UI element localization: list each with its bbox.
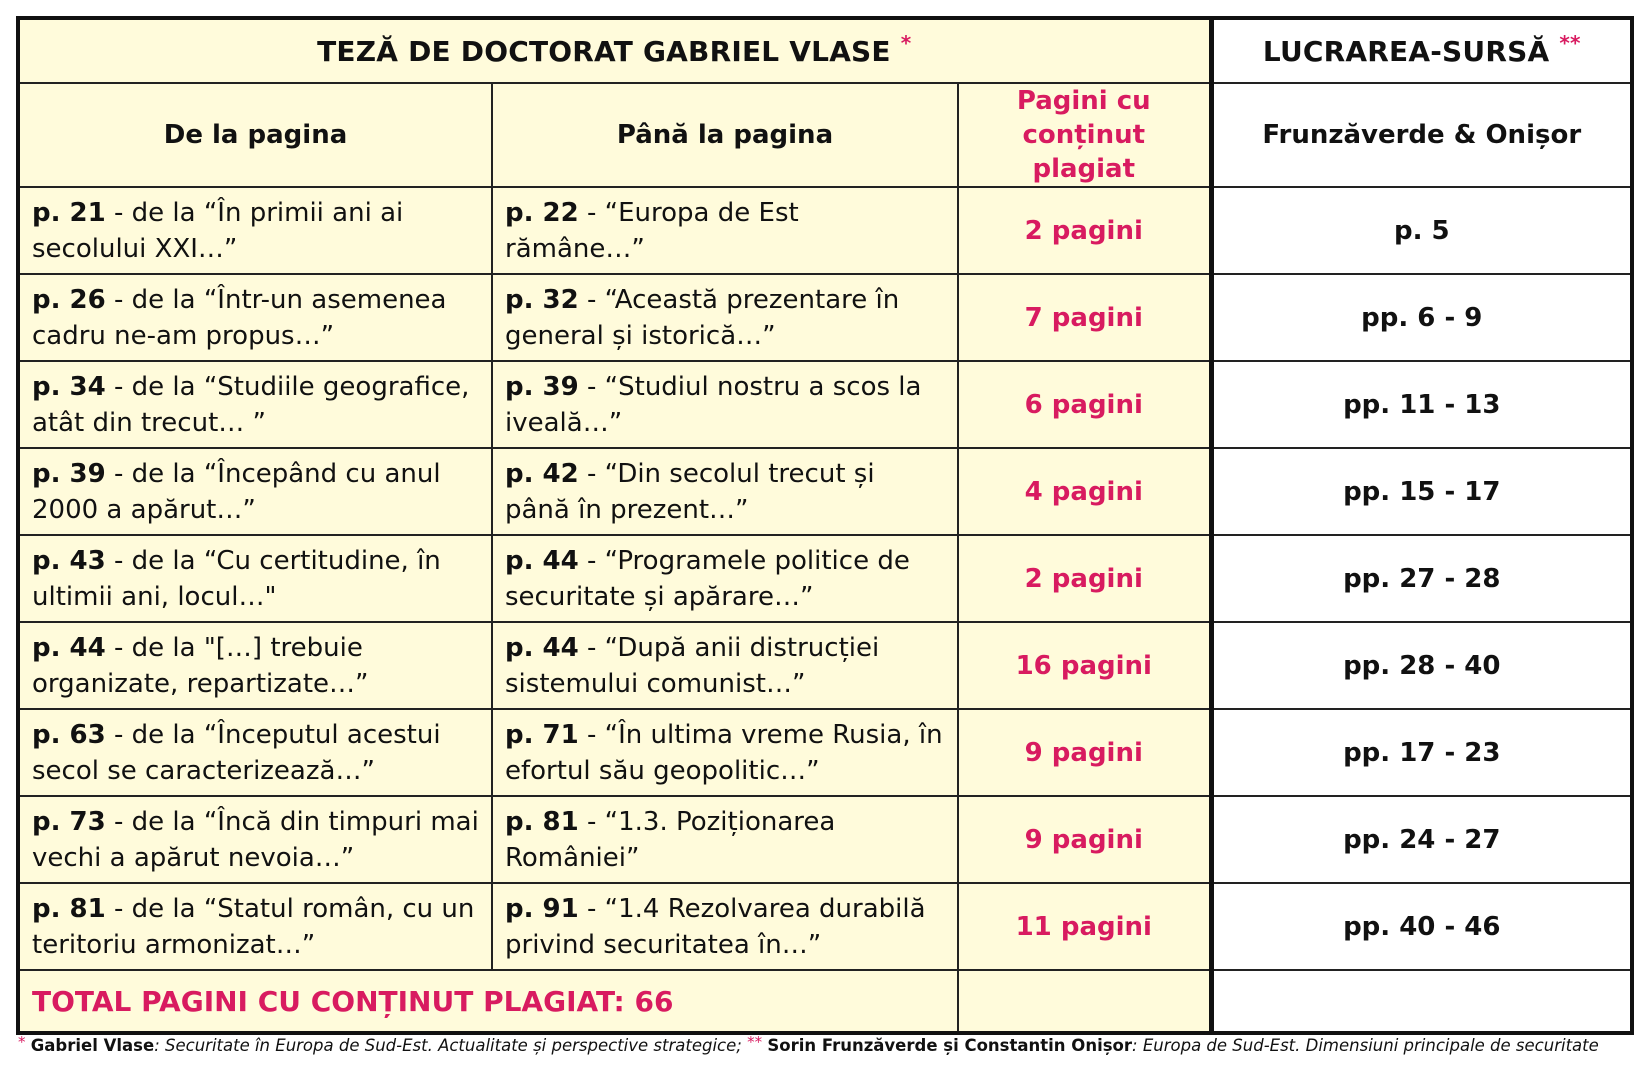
plagiarism-table <box>16 16 1634 1035</box>
to-page: p. 42 <box>505 458 579 489</box>
plagiarism-table-container <box>16 16 1630 1035</box>
to-cell <box>492 709 958 796</box>
to-page: p. 22 <box>505 197 579 228</box>
from-page: p. 34 <box>32 371 106 402</box>
column-header-to: Până la pagina <box>492 83 958 187</box>
to-cell <box>492 883 958 970</box>
column-header-row <box>18 83 1632 187</box>
from-text: - de la “Într-un asemenea cadru ne-am propus…” <box>32 284 447 351</box>
from-text: - de la "[…] trebuie organizate, repartizate…” <box>32 632 369 699</box>
to-cell <box>492 274 958 361</box>
source-header <box>1211 18 1632 83</box>
to-cell <box>492 448 958 535</box>
table-row <box>18 883 1632 970</box>
column-header-source: Frunzăverde & Onișor <box>1211 83 1632 187</box>
table-row <box>18 274 1632 361</box>
to-text: - “Europa de Est rămâne…” <box>505 197 799 264</box>
from-text: - de la “În primii ani ai secolului XXI…” <box>32 197 404 264</box>
from-cell <box>18 361 492 448</box>
from-cell <box>18 709 492 796</box>
footnote-mark-1: * <box>18 1033 26 1051</box>
source-title: LUCRAREA-SURSĂ <box>1262 34 1550 68</box>
from-text: - de la “Începutul acestui secol se caracterizează…” <box>32 719 441 786</box>
footnote-title-1: : Securitate în Europa de Sud-Est. Actualitate și perspective strategice; <box>154 1036 748 1055</box>
from-cell <box>18 883 492 970</box>
to-text: - “Din secolul trecut și până în prezent…” <box>505 458 875 525</box>
to-text: - “1.4 Rezolvarea durabilă privind securitatea în…” <box>505 893 926 960</box>
plagiarized-count: 4 pagini <box>958 448 1211 535</box>
source-pages: pp. 15 - 17 <box>1211 448 1632 535</box>
to-text: - “Programele politice de securitate și apărare…” <box>505 545 910 612</box>
to-cell <box>492 187 958 274</box>
to-cell <box>492 361 958 448</box>
to-page: p. 71 <box>505 719 579 750</box>
from-page: p. 26 <box>32 284 106 315</box>
to-page: p. 39 <box>505 371 579 402</box>
from-text: - de la “Studiile geografice, atât din trecut… ” <box>32 371 470 438</box>
from-cell <box>18 535 492 622</box>
plagiarized-count: 11 pagini <box>958 883 1211 970</box>
from-cell <box>18 187 492 274</box>
to-page: p. 32 <box>505 284 579 315</box>
to-page: p. 81 <box>505 806 579 837</box>
table-row <box>18 448 1632 535</box>
total-row <box>18 970 1632 1033</box>
total-source-empty-cell <box>1211 970 1632 1033</box>
plagiarized-count: 7 pagini <box>958 274 1211 361</box>
to-text: - “După anii distrucției sistemului comunist…” <box>505 632 880 699</box>
table-row <box>18 622 1632 709</box>
from-cell <box>18 274 492 361</box>
thesis-header <box>18 18 1211 83</box>
footnote-author-1: Gabriel Vlase <box>30 1036 155 1055</box>
to-text: - “În ultima vreme Rusia, în efortul său geopolitic…” <box>505 719 943 786</box>
source-pages: p. 5 <box>1211 187 1632 274</box>
source-pages: pp. 27 - 28 <box>1211 535 1632 622</box>
to-cell <box>492 622 958 709</box>
table-row <box>18 187 1632 274</box>
footnote <box>18 1033 1599 1055</box>
from-cell <box>18 796 492 883</box>
plagiarized-count: 16 pagini <box>958 622 1211 709</box>
source-footnote-mark: ** <box>1559 30 1581 55</box>
total-label: TOTAL PAGINI CU CONȚINUT PLAGIAT: 66 <box>32 984 674 1018</box>
to-cell <box>492 535 958 622</box>
plagiarized-count: 9 pagini <box>958 709 1211 796</box>
footnote-author-2: Sorin Frunzăverde și Constantin Onișor <box>767 1036 1133 1055</box>
from-text: - de la “Statul român, cu un teritoriu armonizat…” <box>32 893 475 960</box>
table-body <box>18 187 1632 970</box>
to-text: - “1.3. Poziționarea României” <box>505 806 836 873</box>
footnote-mark-2: ** <box>747 1033 763 1051</box>
to-page: p. 44 <box>505 632 579 663</box>
from-page: p. 44 <box>32 632 106 663</box>
table-row <box>18 709 1632 796</box>
from-text: - de la “Încă din timpuri mai vechi a apărut nevoia…” <box>32 806 479 873</box>
column-header-count: Pagini cu conținut plagiat <box>958 83 1211 187</box>
plagiarized-count: 6 pagini <box>958 361 1211 448</box>
from-cell <box>18 448 492 535</box>
from-page: p. 21 <box>32 197 106 228</box>
from-page: p. 73 <box>32 806 106 837</box>
plagiarized-count: 2 pagini <box>958 187 1211 274</box>
source-pages: pp. 28 - 40 <box>1211 622 1632 709</box>
from-text: - de la “Începând cu anul 2000 a apărut…” <box>32 458 441 525</box>
source-pages: pp. 24 - 27 <box>1211 796 1632 883</box>
table-row <box>18 361 1632 448</box>
thesis-footnote-mark: * <box>900 30 912 55</box>
column-header-from: De la pagina <box>18 83 492 187</box>
to-text: - “Această prezentare în general și istorică…” <box>505 284 900 351</box>
from-cell <box>18 622 492 709</box>
total-empty-cell <box>958 970 1211 1033</box>
to-page: p. 44 <box>505 545 579 576</box>
plagiarized-count: 2 pagini <box>958 535 1211 622</box>
from-page: p. 39 <box>32 458 106 489</box>
plagiarized-count: 9 pagini <box>958 796 1211 883</box>
from-page: p. 81 <box>32 893 106 924</box>
table-row <box>18 535 1632 622</box>
from-page: p. 43 <box>32 545 106 576</box>
to-page: p. 91 <box>505 893 579 924</box>
source-pages: pp. 11 - 13 <box>1211 361 1632 448</box>
source-pages: pp. 17 - 23 <box>1211 709 1632 796</box>
thesis-title: TEZĂ DE DOCTORAT GABRIEL VLASE <box>317 34 891 68</box>
to-cell <box>492 796 958 883</box>
footnote-title-2: : Europa de Sud-Est. Dimensiuni principale de securitate <box>1132 1036 1599 1055</box>
source-pages: pp. 6 - 9 <box>1211 274 1632 361</box>
from-page: p. 63 <box>32 719 106 750</box>
total-cell <box>18 970 958 1033</box>
source-pages: pp. 40 - 46 <box>1211 883 1632 970</box>
table-header-row <box>18 18 1632 83</box>
from-text: - de la “Cu certitudine, în ultimii ani, locul…" <box>32 545 441 612</box>
table-row <box>18 796 1632 883</box>
to-text: - “Studiul nostru a scos la iveală…” <box>505 371 922 438</box>
